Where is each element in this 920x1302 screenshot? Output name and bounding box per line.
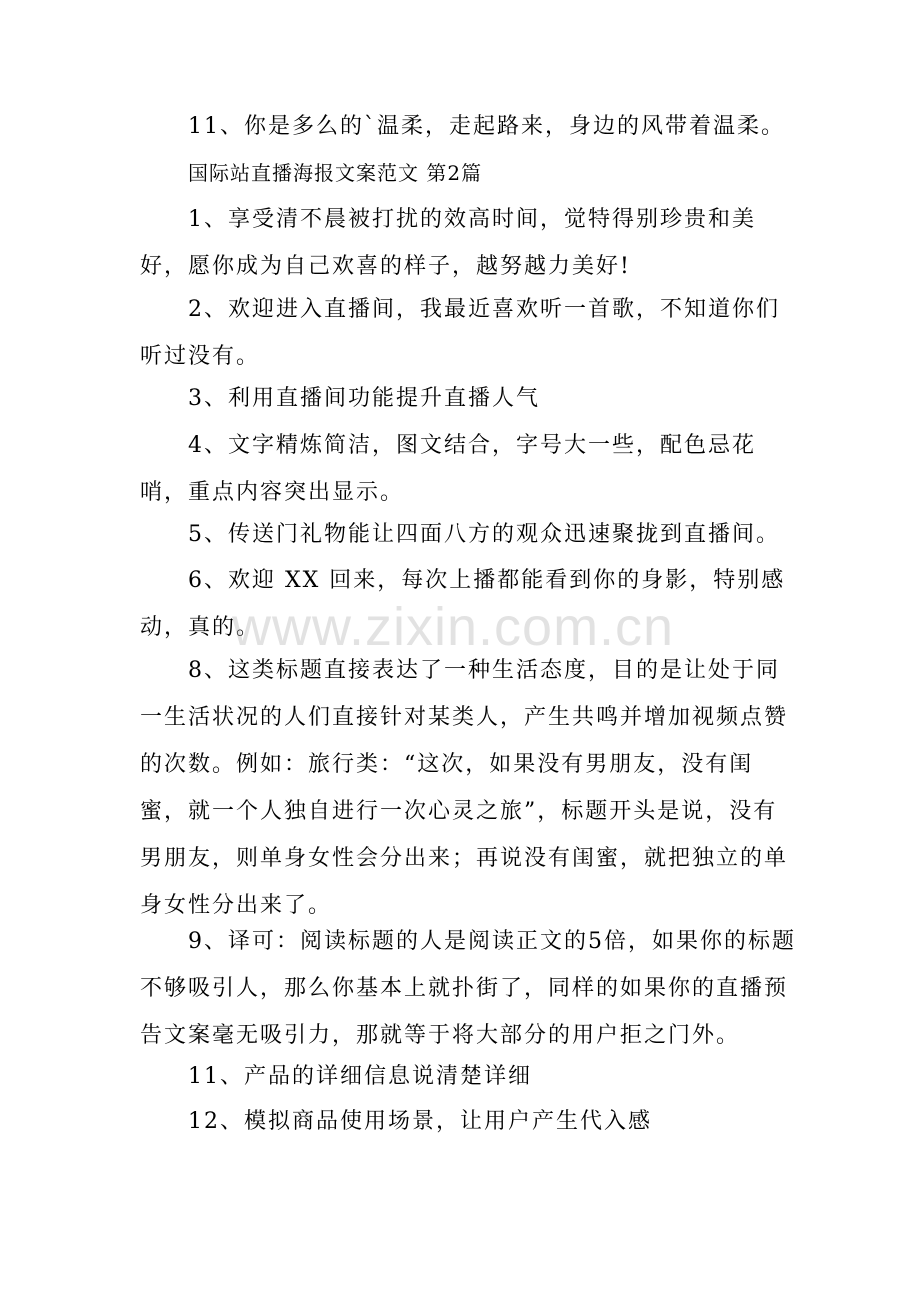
paragraph-8: 8、这类标题直接表达了一种生活态度，目的是让处于同一生活状况的人们直接针对某类人，产生共鸣并增加视频点赞的次数。例如：旅行类：“这次，如果没有男朋友，没有闺蜜，就一个人独自进行一次心灵之旅”，标题开头是说，没有男朋友，则单身女性会分出来；再说没有闺蜜，就把独立的单身女性分出来了。 xyxy=(140,658,789,918)
paragraph-11-gentle: 11、你是多么的`温柔，走起路来，身边的风带着温柔。 xyxy=(188,114,785,139)
paragraph-12: 12、模拟商品使用场景，让用户产生代入感 xyxy=(188,1109,652,1134)
paragraph-6: 6、欢迎 XX 回来，每次上播都能看到你的身影，特别感动，真的。 xyxy=(140,568,786,640)
paragraph-5: 5、传送门礼物能让四面八方的观众迅速聚拢到直播间。 xyxy=(188,522,780,547)
paragraph-4: 4、文字精炼简洁，图文结合，字号大一些，配色忌花哨，重点内容突出显示。 xyxy=(140,433,756,505)
paragraph-9: 9、译可：阅读标题的人是阅读正文的5倍，如果你的标题不够吸引人，那么你基本上就扑街了，同样的如果你的直播预告文案毫无吸引力，那就等于将大部分的用户拒之门外。 xyxy=(140,929,796,1048)
watermark: www.zixin.com.cn xyxy=(232,597,675,657)
paragraph-11-product: 11、产品的详细信息说清楚详细 xyxy=(188,1064,532,1089)
paragraph-2: 2、欢迎进入直播间，我最近喜欢听一首歌，不知道你们听过没有。 xyxy=(140,297,780,369)
section-heading: 国际站直播海报文案范文 第2篇 xyxy=(188,161,483,185)
paragraph-1: 1、享受清不晨被打扰的效高时间，觉特得别珍贵和美好，愿你成为自己欢喜的样子，越努越力美好! xyxy=(140,207,756,279)
paragraph-3: 3、利用直播间功能提升直播人气 xyxy=(188,386,540,411)
